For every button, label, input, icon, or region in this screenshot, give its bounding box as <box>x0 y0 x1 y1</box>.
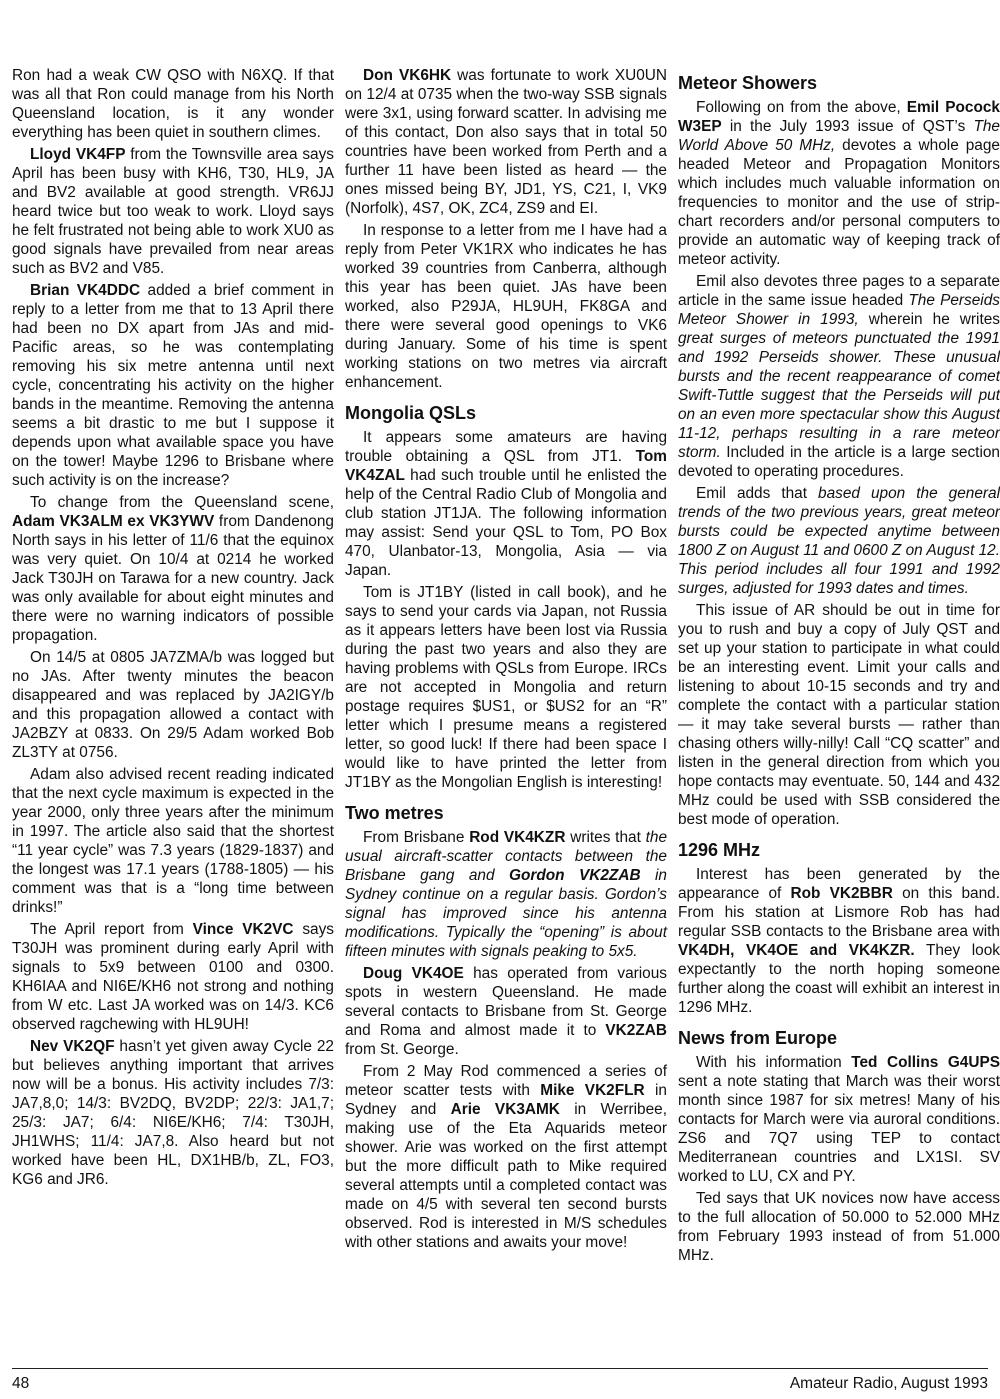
paragraph-text: in Werribee, making use of the Eta Aquarids meteor shower. Arie was worked on the first attempt but the more difficult path to Mike required several attempts until a completed contact was made on 4/5 with several ten second bursts observed. Rod is interested in M/S schedules with other stations and awaits your move! <box>345 1101 667 1251</box>
paragraph-text: Tom is JT1BY (listed in call book), and he says to send your cards via Japan, not Russia as it appears letters have been lost via Russia during the past two years and also they are having problems with QSLs from Europe. IRCs are not accepted in Mongolia and return postage requires $US1, or $US2 for an “R” letter which I presume means a registered letter, so good luck! If there had been space I would like to have printed the letter from JT1BY as the Mongolian English is interesting! <box>345 584 667 791</box>
paragraph <box>345 66 667 218</box>
paragraph-text: Interest has been generated by the appearance of <box>678 866 1000 902</box>
paragraph-text: From 2 May Rod commenced a series of meteor scatter tests with <box>345 1063 667 1099</box>
callsign-name: Nev VK2QF <box>30 1038 115 1055</box>
paragraph-text: This issue of AR should be out in time for you to rush and buy a copy of July QST and set up your station to participate in what could be an interesting event. Limit your calls and listening to about 10-15 seconds and try and complete the contact with a particular station — it may take several bursts — rather than chasing others willy-nilly! Call “CQ scatter” and listen in the general direction from which you hope contacts may eventuate. 50, 144 and 432 MHz could be used with SSB considered the best mode of operation. <box>678 602 1000 828</box>
page-number: 48 <box>12 1375 30 1392</box>
quote-text: the usual aircraft-scatter contacts between the Brisbane gang and <box>345 829 668 884</box>
paragraph <box>345 583 667 792</box>
paragraph <box>345 221 667 392</box>
callsign-name: VK4DH, VK4OE and VK4KZR. <box>678 942 915 959</box>
callsign-name: Tom VK4ZAL <box>345 448 667 484</box>
paragraph-text: Emil adds that <box>696 485 819 502</box>
paragraph-text: had such trouble until he enlisted the help of the Central Radio Club of Mongolia and club station JT1JA. The following information may assist: Send your QSL to Tom, PO Box 470, Ulanbator-13, Mongolia, Asia — via Japan. <box>345 467 667 579</box>
paragraph-text: in Sydney and <box>345 1082 667 1118</box>
paragraph <box>678 865 1000 1017</box>
paragraph-text: has operated from various spots in western Queensland. He made several contacts to Brisbane from St. George and Roma and almost made it to <box>345 965 667 1039</box>
paragraph-text: from St. George. <box>345 1041 459 1058</box>
paragraph-text: Adam also advised recent reading indicated that the next cycle maximum is expected in the year 2000, only three years after the minimum in 1997. The article also said that the shortest “11 year cycle” was 7.3 years (1829-1837) and the longest was 17.1 years (1788-1805) — his comment was that is a “long time between drinks!” <box>12 766 334 916</box>
paragraph <box>345 964 667 1059</box>
paragraph-text: added a brief comment in reply to a letter from me that to 13 April there had been no DX apart from JAs and mid-Pacific areas, so he was contemplating removing his six metre antenna until next cycle, concentrating his activity on the higher bands in the meantime. Removing the antenna seems a bit drastic to me but I suppose it depends upon what available space you have on the tower! Maybe 1296 to Brisbane where such activity is on the increase? <box>12 282 334 489</box>
callsign-name: Emil Pocock W3EP <box>678 99 1000 135</box>
section-heading-1296-mhz: 1296 MHz <box>678 840 761 860</box>
callsign-name: Gordon VK2ZAB <box>508 867 641 884</box>
paragraph <box>678 1189 1000 1265</box>
paragraph <box>12 493 334 645</box>
paragraph-text: Ted says that UK novices now have access to the full allocation of 50.000 to 52.000 MHz from February 1993 instead of from 51.000 MHz. <box>678 1190 1000 1264</box>
title-text: The Perseids Meteor Shower in 1993, <box>678 292 1000 328</box>
paragraph <box>12 66 334 142</box>
paragraph <box>12 920 334 1034</box>
section-heading-news-from-europe: News from Europe <box>678 1028 838 1048</box>
callsign-name: Doug VK4OE <box>363 965 464 982</box>
paragraph <box>678 484 1000 598</box>
section-heading-two-metres: Two metres <box>345 803 444 823</box>
callsign-name: VK2ZAB <box>605 1022 667 1039</box>
column-3 <box>678 66 1000 1268</box>
section-heading-mongolia-qsls: Mongolia QSLs <box>345 403 477 423</box>
paragraph <box>12 648 334 762</box>
quote-text: in Sydney continue on a regular basis. Gordon’s signal has improved since his antenna modifications. Typically the “opening” is about fifteen minutes with signals peaking to 5x5. <box>345 867 667 960</box>
paragraph <box>678 1053 1000 1186</box>
paragraph-text: The April report from <box>30 921 193 938</box>
column-2 <box>345 66 667 1255</box>
callsign-name: Rod VK4KZR <box>469 829 566 846</box>
paragraph <box>345 1062 667 1252</box>
paragraph <box>678 601 1000 829</box>
callsign-name: Ted Collins G4UPS <box>851 1054 1000 1071</box>
callsign-name: Mike VK2FLR <box>540 1082 645 1099</box>
paragraph-text: On 14/5 at 0805 JA7ZMA/b was logged but no JAs. After twenty minutes the beacon disappeared and was replaced by JA2IGY/b and this propagation allowed a contact with JA2BZY at 0833. On 29/5 Adam worked Bob ZL3TY at 0756. <box>12 649 334 761</box>
footer-divider <box>12 1368 988 1369</box>
title-text: The World Above 50 MHz, <box>678 118 1000 154</box>
paragraph-text: writes that <box>565 829 646 846</box>
paragraph-text: In response to a letter from me I have had a reply from Peter VK1RX who indicates he has worked 39 countries from Canberra, although this year has been quiet. JAs have been worked, also P29JA, HL9UH, FK8GA and there were several good openings to VK6 during January. Some of his time is spent working stations on two metres via aircraft enhancement. <box>345 222 667 391</box>
paragraph-text: Included in the article is a large section devoted to operating procedures. <box>678 444 1000 480</box>
paragraph <box>678 272 1000 481</box>
paragraph-text: They look expectantly to the north hoping someone further along the coast will exhibit an interest in 1296 MHz. <box>678 942 1000 1016</box>
callsign-name: Lloyd VK4FP <box>30 146 126 163</box>
paragraph <box>12 145 334 278</box>
callsign-name: Arie VK3AMK <box>450 1101 560 1118</box>
callsign-name: Adam VK3ALM ex VK3YWV <box>12 513 215 530</box>
paragraph-text: To change from the Queensland scene, <box>30 494 334 511</box>
paragraph-text: With his information <box>696 1054 852 1071</box>
callsign-name: Rob VK2BBR <box>790 885 893 902</box>
paragraph <box>12 281 334 490</box>
paragraph <box>12 765 334 917</box>
paragraph-text: devotes a whole page headed Meteor and Propagation Monitors which includes much valuable information on frequencies to monitor and the use of strip-chart recorders and/or personal computers to provide an automatic way of keeping track of meteor activity. <box>678 137 1000 268</box>
publication-info: Amateur Radio, August 1993 <box>789 1375 988 1392</box>
quote-text: based upon the general trends of the two previous years, great meteor bursts could be expected anytime between 1800 Z on August 11 and 0600 Z on August 12. This period includes all four 1991 and 1992 surges, adjusted for 1993 dates and times. <box>678 485 1000 597</box>
paragraph <box>12 1037 334 1189</box>
paragraph-text: from the Townsville area says April has been busy with KH6, T30, HL9, JA and BV2 available at good strength. VR6JJ heard twice but too weak to work. Lloyd says he felt frustrated not being able to work XU0 as good signals have prevailed from near areas such as BV2 and V85. <box>12 146 335 277</box>
paragraph-text: It appears some amateurs are having trouble obtaining a QSL from JT1. <box>345 429 667 465</box>
paragraph-text: From Brisbane <box>363 829 470 846</box>
paragraph <box>345 428 667 580</box>
quote-text: great surges of meteors punctuated the 1991 and 1992 Perseids shower. These unusual bursts and the recent reappearance of comet Swift-Tuttle suggest that the Perseids will put on an even more spectacular show this August 11-12, perhaps resulting in a rare meteor storm. <box>678 330 1000 461</box>
paragraph-text: from Dandenong North says in his letter of 11/6 that the equinox was very quiet. On 10/4 at 0214 he worked Jack T30JH on Tarawa for a new country. Jack was only available for about eight minutes and there were no warning indicators of possible propagation. <box>12 513 334 644</box>
section-heading-meteor-showers: Meteor Showers <box>678 73 818 93</box>
callsign-name: Brian VK4DDC <box>30 282 141 299</box>
paragraph <box>678 98 1000 269</box>
paragraph-text: says T30JH was prominent during early April with signals to 5x9 between 0100 and 0300. KH6IAA and NI6E/KH6 not strong and nothing from W etc. Last JA worked was on 14/3. KC6 observed ragchewing with HL9UH! <box>12 921 334 1033</box>
paragraph-text: on this band. From his station at Lismore Rob has had regular SSB contacts to the Brisbane area with <box>678 885 1000 940</box>
paragraph <box>345 828 667 961</box>
paragraph-text: Following on from the above, <box>696 99 907 116</box>
callsign-name: Don VK6HK <box>363 67 452 84</box>
callsign-name: Vince VK2VC <box>192 921 294 938</box>
column-1 <box>12 66 334 1192</box>
paragraph-text: was fortunate to work XU0UN on 12/4 at 0735 when the two-way SSB signals were 3x1, using forward scatter. In advising me of this contact, Don also says that in total 50 countries have been worked from Perth and a further 11 have been listed as heard — the ones missed being BY, JD1, YS, C21, I, VK9 (Norfolk), 4S7, OK, ZC4, ZS9 and EI. <box>345 67 667 217</box>
paragraph-text: sent a note stating that March was their worst month since 1987 for six metres! Many of his contacts for March were via auroral conditions. ZS6 and 7Q7 using TEP to contact Mediterranean countries and LX1SI. SV worked to LU, CX and PY. <box>678 1073 1000 1185</box>
paragraph-text: wherein he writes <box>858 311 1000 328</box>
paragraph-text: Emil also devotes three pages to a separate article in the same issue headed <box>678 273 1000 309</box>
paragraph-text: hasn’t yet given away Cycle 22 but believes anything important that arrives now will be a bonus. His activity includes 7/3: JA7,8,0; 14/3: BV2DQ, BV2DP; 22/3: JA1,7; 25/3: JA7; 6/4: NI6E/KH6; 7/4: T30JH, JH1WHS; 11/4: JA7,8. Also heard but not worked have been HL, DX1HB/b, ZL, FO3, KG6 and JR6. <box>12 1038 334 1188</box>
paragraph-text: Ron had a weak CW QSO with N6XQ. If that was all that Ron could manage from his North Queensland location, is it any wonder everything has been quiet in southern climes. <box>12 67 334 141</box>
paragraph-text: in the July 1993 issue of QST’s <box>721 118 974 135</box>
